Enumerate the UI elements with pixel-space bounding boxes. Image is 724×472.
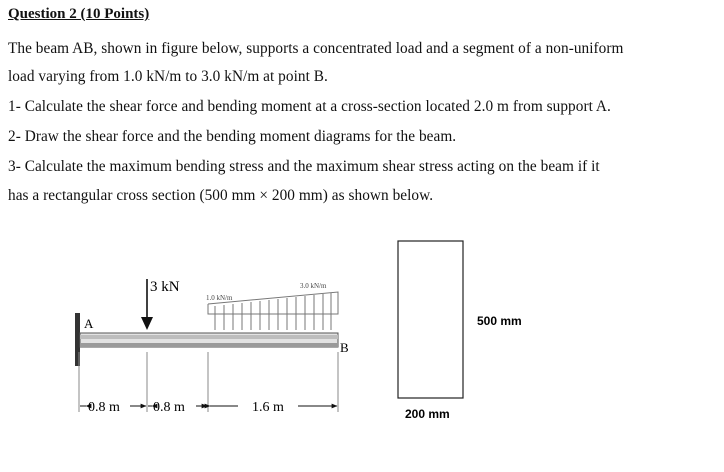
dim-label-3: 1.6 m [252,400,284,415]
load-start-label: 1.0 kN/m [206,294,233,302]
cross-section-height: 500 mm [477,314,522,328]
beam [80,333,338,347]
task-3-line-2: has a rectangular cross section (500 mm × 200 mm) as shown below. [8,187,434,204]
cross-section-rect [398,241,463,398]
cross-section-width: 200 mm [405,407,450,421]
task-2: 2- Draw the shear force and the bending moment diagrams for the beam. [8,128,457,145]
point-b-label: B [340,340,349,355]
intro-line-2: load varying from 1.0 kN/m to 3.0 kN/m at point B. [8,68,328,85]
task-3-line-1: 3- Calculate the maximum bending stress and the maximum shear stress acting on the beam if it [8,158,600,175]
intro-line-1: The beam AB, shown in figure below, supports a concentrated load and a segment of a non-uniform [8,40,624,57]
point-a-label: A [84,316,94,331]
dim-label-2: 0.8 m [153,400,185,415]
point-load-label: 3 kN [150,279,180,295]
task-1: 1- Calculate the shear force and bending moment at a cross-section located 2.0 m from support A. [8,98,611,115]
load-end-label: 3.0 kN/m [300,282,327,290]
dim-label-1: 0.8 m [88,400,120,415]
question-title: Question 2 (10 Points) [8,6,150,22]
